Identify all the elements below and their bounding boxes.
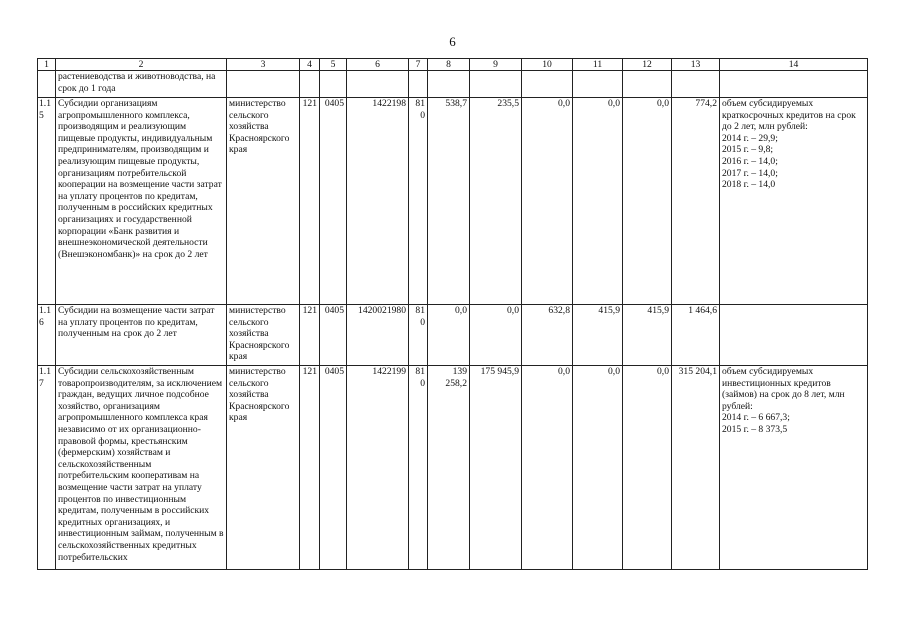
column-header: 11: [573, 59, 623, 71]
amount-cell: [623, 71, 672, 98]
column-header: 8: [428, 59, 470, 71]
code-section: 0405: [320, 305, 347, 366]
column-header: 9: [470, 59, 522, 71]
measure-name: Субсидии сельскохозяйственным товаропроизводителям, за исключением граждан, ведущих личное подсобное хозяйство, организациям агропромышленного комплекса края независимо от их организационно-правовой формы, крестьянским (фермерским) хозяйствам и сельскохозяйственным потребительским кооперативам на возмещение части затрат на уплату процентов по инвестиционным кредитам, полученным в российских кредитных организациях, и инвестиционным займам, полученным в сельскохозяйственных кредитных потребительских: [56, 366, 227, 570]
amount-cell: [522, 71, 573, 98]
code-target: 1422198: [347, 98, 409, 305]
column-header: 4: [300, 59, 320, 71]
column-header: 14: [720, 59, 868, 71]
indicator-line: 2018 г. – 14,0: [722, 179, 776, 191]
indicator-line: объем субсидируемых краткосрочных кредитов на срок до 2 лет, млн рублей:: [722, 98, 856, 133]
row-number: 1.15: [38, 98, 56, 305]
column-header: 2: [56, 59, 227, 71]
amount-cell: 0,0: [623, 366, 672, 570]
indicator-line: 2015 г. – 9,8;: [722, 144, 774, 156]
amount-cell: 0,0: [573, 366, 623, 570]
code-expense: 810: [409, 366, 428, 570]
indicator-cell: [720, 305, 868, 366]
row-number: [38, 71, 56, 98]
code-ministry: 121: [300, 366, 320, 570]
amount-cell: [470, 71, 522, 98]
column-header: 10: [522, 59, 573, 71]
amount-cell: 632,8: [522, 305, 573, 366]
code-section: 0405: [320, 98, 347, 305]
amount-cell: 0,0: [470, 305, 522, 366]
column-header: 7: [409, 59, 428, 71]
amount-cell: 139 258,2: [428, 366, 470, 570]
indicator-line: 2017 г. – 14,0;: [722, 167, 778, 179]
amount-cell: 0,0: [573, 98, 623, 305]
column-header: 12: [623, 59, 672, 71]
measure-name: Субсидии организациям агропромышленного комплекса, производящим и реализующим пищевые продукты, индивидуальным предпринимателям, производящим и реализующим пищевые продукты, организациям потребительской кооперации на возмещение части затрат на уплату процентов по кредитам, полученным в российских кредитных организациях и государственной корпорации «Банк развития и внешнеэкономической деятельности (Внешэкономбанк)» на срок до 2 лет: [56, 98, 227, 305]
code-expense: 810: [409, 305, 428, 366]
indicator-line: объем субсидируемых инвестиционных кредитов (займов) на срок до 8 лет, млн рублей:: [722, 366, 845, 412]
column-header: 13: [672, 59, 720, 71]
table-row: [38, 98, 868, 305]
total-cell: 315 204,1: [672, 366, 720, 570]
code-target: 1420021980: [347, 305, 409, 366]
agency-name: министерство сельского хозяйства Красноярского края: [227, 366, 300, 570]
amount-cell: 0,0: [623, 98, 672, 305]
indicator-cell: [720, 366, 868, 570]
table-row: [38, 366, 868, 570]
agency-name: министерство сельского хозяйства Красноярского края: [227, 98, 300, 305]
row-number: 1.16: [38, 305, 56, 366]
code-expense: [409, 71, 428, 98]
column-header: 5: [320, 59, 347, 71]
amount-cell: 0,0: [428, 305, 470, 366]
code-expense: 810: [409, 98, 428, 305]
column-header: 3: [227, 59, 300, 71]
indicator-line: 2014 г. – 6 667,3;: [722, 412, 790, 424]
code-section: 0405: [320, 366, 347, 570]
amount-cell: 235,5: [470, 98, 522, 305]
amount-cell: 538,7: [428, 98, 470, 305]
amount-cell: 0,0: [522, 366, 573, 570]
indicator-line: 2016 г. – 14,0;: [722, 155, 778, 167]
column-number-row: [38, 59, 868, 71]
total-cell: 774,2: [672, 98, 720, 305]
column-header: 1: [38, 59, 56, 71]
amount-cell: 0,0: [522, 98, 573, 305]
table-row: [38, 71, 868, 98]
total-cell: [672, 71, 720, 98]
budget-table: [37, 58, 868, 570]
code-ministry: [300, 71, 320, 98]
column-header: 6: [347, 59, 409, 71]
code-section: [320, 71, 347, 98]
page-number: 6: [449, 34, 456, 49]
amount-cell: 175 945,9: [470, 366, 522, 570]
agency-name: [227, 71, 300, 98]
amount-cell: 415,9: [573, 305, 623, 366]
code-ministry: 121: [300, 305, 320, 366]
agency-name: министерство сельского хозяйства Красноярского края: [227, 305, 300, 366]
row-number: 1.17: [38, 366, 56, 570]
code-target: [347, 71, 409, 98]
code-ministry: 121: [300, 98, 320, 305]
indicator-line: 2014 г. – 29,9;: [722, 132, 778, 144]
indicator-line: 2015 г. – 8 373,5: [722, 423, 788, 435]
indicator-cell: [720, 71, 868, 98]
amount-cell: [573, 71, 623, 98]
total-cell: 1 464,6: [672, 305, 720, 366]
indicator-cell: [720, 98, 868, 305]
measure-name: растениеводства и животноводства, на срок до 1 года: [56, 71, 227, 98]
amount-cell: 415,9: [623, 305, 672, 366]
amount-cell: [428, 71, 470, 98]
code-target: 1422199: [347, 366, 409, 570]
table-row: [38, 305, 868, 366]
measure-name: Субсидии на возмещение части затрат на уплату процентов по кредитам, полученным на срок до 2 лет: [56, 305, 227, 366]
